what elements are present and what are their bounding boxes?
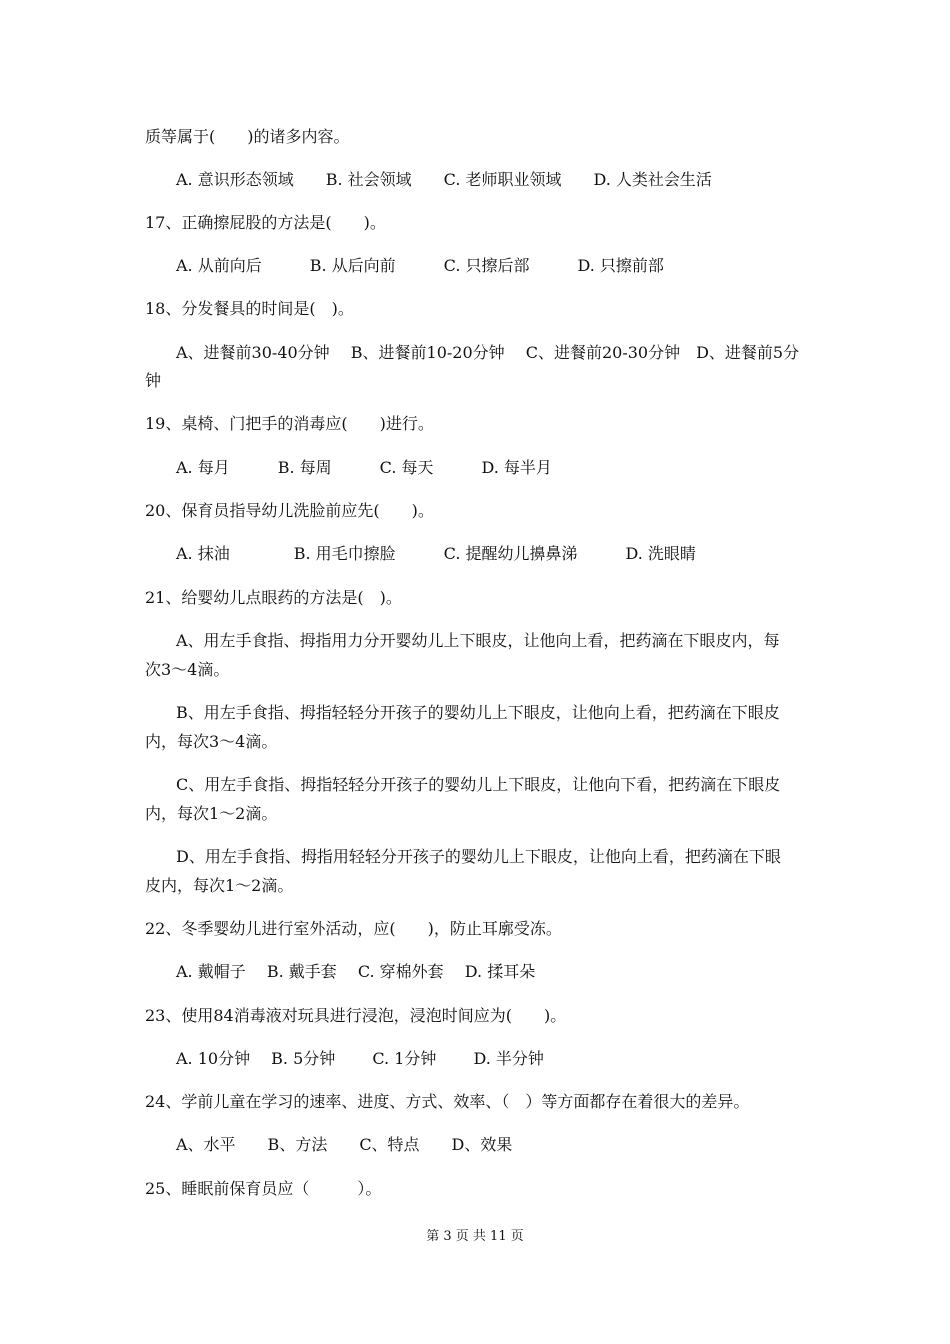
question-20-options: A. 抹油 B. 用毛巾擦脸 C. 提醒幼儿擤鼻涕 D. 洗眼睛 [176, 544, 696, 563]
question-22-options: A. 戴帽子 B. 戴手套 C. 穿棉外套 D. 揉耳朵 [176, 962, 536, 981]
question-21-option-c-wrap: 内，每次1～2滴。 [145, 804, 278, 823]
question-22: 22、冬季婴幼儿进行室外活动，应( )，防止耳廓受冻。 [145, 919, 562, 938]
question-16-options: A. 意识形态领域 B. 社会领域 C. 老师职业领域 D. 人类社会生活 [176, 170, 712, 189]
question-17: 17、正确擦屁股的方法是( )。 [145, 213, 386, 232]
question-21-option-d: D、用左手食指、拇指用轻轻分开孩子的婴幼儿上下眼皮，让他向上看，把药滴在下眼 [176, 847, 781, 866]
question-17-options: A. 从前向后 B. 从后向前 C. 只擦后部 D. 只擦前部 [176, 256, 664, 275]
question-24: 24、学前儿童在学习的速率、进度、方式、效率、（ ）等方面都存在着很大的差异。 [145, 1092, 750, 1111]
question-23: 23、使用84消毒液对玩具进行浸泡，浸泡时间应为( )。 [145, 1006, 567, 1025]
question-21: 21、给婴幼儿点眼药的方法是( )。 [145, 588, 402, 607]
question-21-option-a: A、用左手食指、拇指用力分开婴幼儿上下眼皮，让他向上看，把药滴在下眼皮内，每 [176, 631, 780, 650]
question-18-options: A、进餐前30-40分钟 B、进餐前10-20分钟 C、进餐前20-30分钟 D、进餐前5分 [176, 343, 800, 362]
question-21-option-a-wrap: 次3～4滴。 [145, 660, 230, 679]
question-19-options: A. 每月 B. 每周 C. 每天 D. 每半月 [176, 458, 552, 477]
question-23-options: A. 10分钟 B. 5分钟 C. 1分钟 D. 半分钟 [176, 1049, 544, 1068]
question-16-continuation: 质等属于( )的诸多内容。 [145, 127, 350, 146]
question-21-option-d-wrap: 皮内，每次1～2滴。 [145, 876, 294, 895]
question-20: 20、保育员指导幼儿洗脸前应先( )。 [145, 501, 434, 520]
page-footer: 第 3 页 共 11 页 [426, 1229, 524, 1244]
question-18-options-wrap: 钟 [145, 371, 162, 390]
question-25: 25、睡眠前保育员应（ ）。 [145, 1179, 382, 1198]
question-19: 19、桌椅、门把手的消毒应( )进行。 [145, 414, 434, 433]
question-21-option-c: C、用左手食指、拇指轻轻分开孩子的婴幼儿上下眼皮，让他向下看，把药滴在下眼皮 [176, 775, 781, 794]
question-18: 18、分发餐具的时间是( )。 [145, 299, 354, 318]
question-21-option-b-wrap: 内，每次3～4滴。 [145, 732, 278, 751]
question-24-options: A、水平 B、方法 C、特点 D、效果 [176, 1135, 513, 1154]
question-21-option-b: B、用左手食指、拇指轻轻分开孩子的婴幼儿上下眼皮，让他向上看，把药滴在下眼皮 [176, 703, 780, 722]
